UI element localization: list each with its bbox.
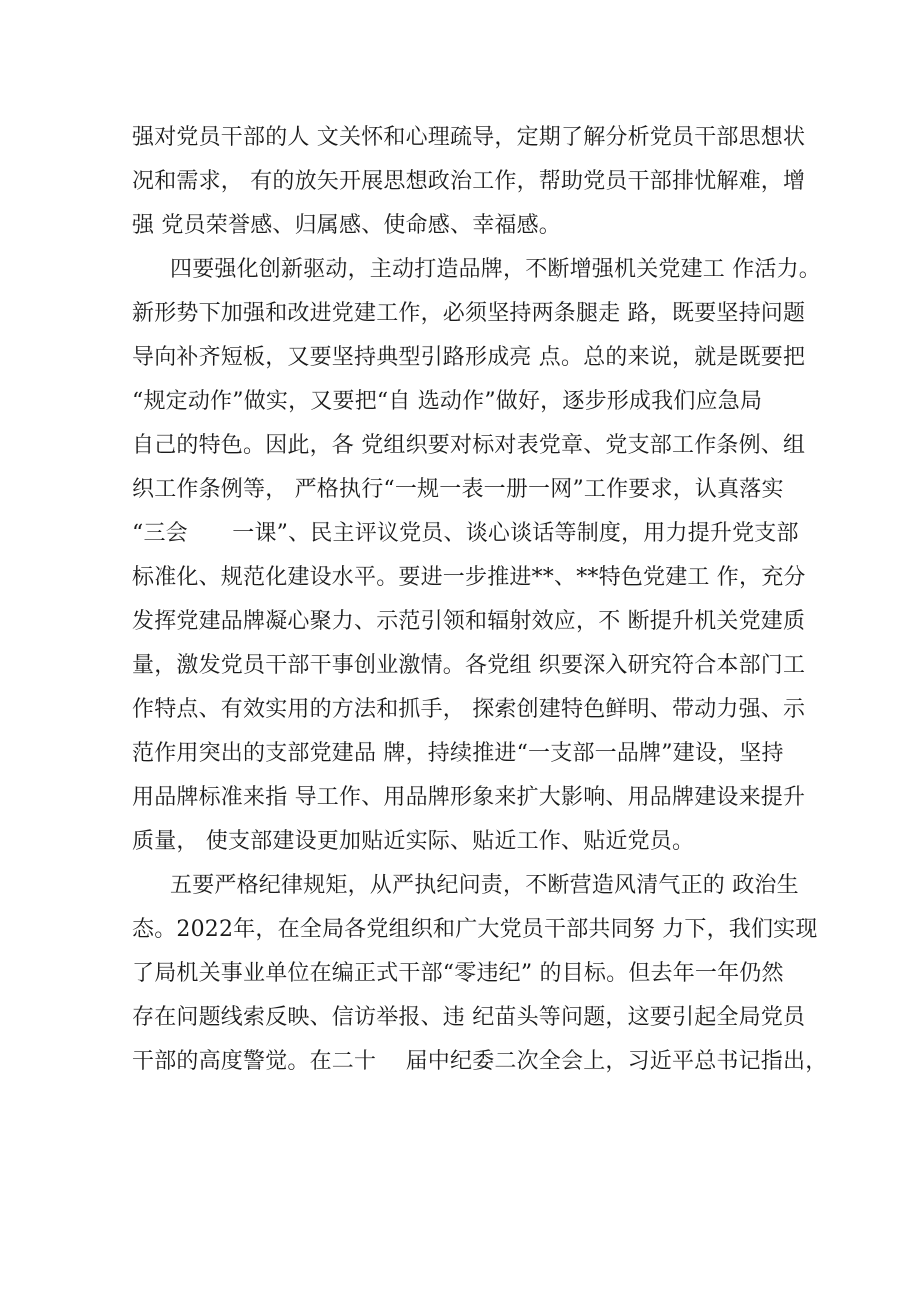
paragraph-line: 导向补齐短板，又要坚持典型引路形成亮 点。总的来说，就是既要把 bbox=[132, 345, 806, 370]
paragraph-line: 存在问题线索反映、信访举报、违 纪苗头等问题，这要引起全局党员 bbox=[132, 1005, 806, 1030]
paragraph-line: 四要强化创新驱动，主动打造品牌，不断增强机关党建工 作活力。 bbox=[170, 257, 821, 282]
paragraph-line: 质量， 使支部建设更加贴近实际、贴近工作、贴近党员。 bbox=[132, 829, 695, 854]
paragraph-line: 发挥党建品牌凝心聚力、示范引领和辐射效应，不 断提升机关党建质 bbox=[132, 609, 806, 634]
paragraph-line: 作特点、有效实用的方法和抓手， 探索创建特色鲜明、带动力强、示 bbox=[132, 697, 806, 722]
paragraph-line: 标准化、规范化建设水平。要进一步推进**、**特色党建工 作，充分 bbox=[132, 565, 806, 590]
paragraph-line: 干部的高度警觉。在二十 届中纪委二次全会上，习近平总书记指出， bbox=[132, 1049, 828, 1074]
paragraph-line: 用品牌标准来指 导工作、用品牌形象来扩大影响、用品牌建设来提升 bbox=[132, 785, 806, 810]
paragraph-line: 新形势下加强和改进党建工作，必须坚持两条腿走 路，既要坚持问题 bbox=[132, 301, 806, 326]
paragraph-line: 织工作条例等， 严格执行“一规一表一册一网”工作要求，认真落实 bbox=[132, 477, 784, 502]
paragraph-line: “规定动作”做实，又要把“自 选动作”做好，逐步形成我们应急局 bbox=[132, 389, 763, 414]
paragraph-line: 态。2022年，在全局各党组织和广大党员干部共同努 力下，我们实现 bbox=[132, 917, 818, 942]
paragraph-line: 范作用突出的支部党建品 牌，持续推进“一支部一品牌”建设，坚持 bbox=[132, 741, 784, 766]
paragraph-line: 况和需求， 有的放矢开展思想政治工作，帮助党员干部排忧解难，增 bbox=[132, 169, 806, 194]
paragraph-line: 量，激发党员干部干事创业激情。各党组 织要深入研究符合本部门工 bbox=[132, 653, 806, 678]
paragraph-line: “三会 一课”、民主评议党员、谈心谈话等制度，用力提升党支部 bbox=[132, 521, 799, 546]
paragraph-line: 强 党员荣誉感、归属感、使命感、幸福感。 bbox=[132, 213, 561, 238]
paragraph-line: 了局机关事业单位在编正式干部“零违纪” 的目标。但去年一年仍然 bbox=[132, 961, 784, 986]
paragraph-line: 五要严格纪律规矩，从严执纪问责，不断营造风清气正的 政治生 bbox=[170, 873, 799, 898]
paragraph-line: 强对党员干部的人 文关怀和心理疏导，定期了解分析党员干部思想状 bbox=[132, 125, 806, 150]
paragraph-line: 自己的特色。因此，各 党组织要对标对表党章、党支部工作条例、组 bbox=[132, 433, 806, 458]
